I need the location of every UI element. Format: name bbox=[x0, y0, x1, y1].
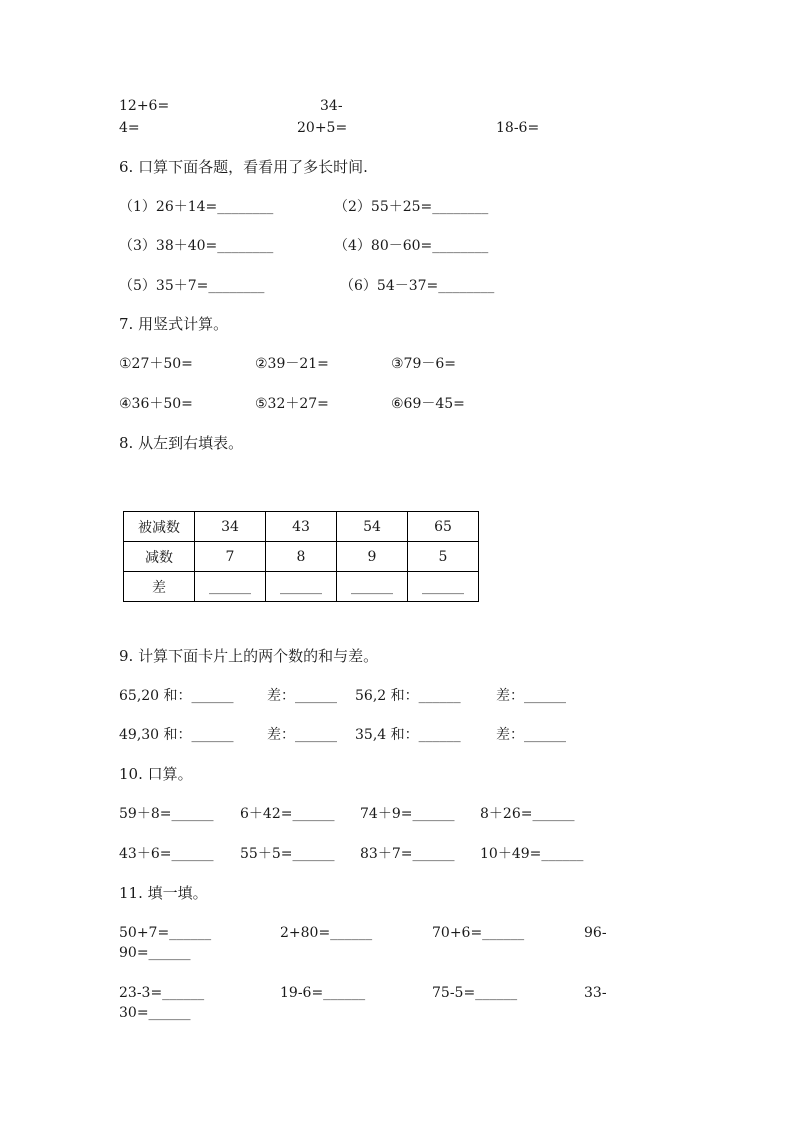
minuend-cell: 34 bbox=[195, 512, 266, 542]
subtrahend-cell: 9 bbox=[337, 542, 408, 572]
top-item-2: 34- bbox=[320, 98, 343, 114]
minuend-cell: 43 bbox=[266, 512, 337, 542]
top-item-4: 20+5= bbox=[297, 120, 348, 136]
difference-blank[interactable]: ______ bbox=[195, 572, 266, 602]
row-header-subtrahend: 减数 bbox=[124, 542, 195, 572]
q11-item-2: 2+80=______ bbox=[280, 925, 373, 941]
table-row bbox=[124, 572, 479, 602]
subtrahend-cell: 7 bbox=[195, 542, 266, 572]
q11-item-5: 23-3=______ bbox=[119, 985, 205, 1001]
q11-item-7: 75-5=______ bbox=[432, 985, 518, 1001]
q9-diff-3: 差：______ bbox=[267, 727, 337, 743]
q6-item-2: （2）55＋25=________ bbox=[334, 199, 489, 215]
difference-blank[interactable]: ______ bbox=[266, 572, 337, 602]
q6-item-4: （4）80－60=________ bbox=[334, 238, 489, 254]
q7-item-4: ④36＋50= bbox=[119, 396, 193, 412]
q10-item-3: 74＋9=______ bbox=[360, 806, 455, 822]
q11-item-8-wrap: 30=______ bbox=[119, 1005, 191, 1021]
q7-item-6: ⑥69－45= bbox=[391, 396, 465, 412]
q10-item-7: 83＋7=______ bbox=[360, 846, 455, 862]
q9-sum-4: 35,4 和：______ bbox=[355, 727, 461, 743]
q11-item-4: 96- bbox=[584, 925, 607, 941]
q7-item-2: ②39－21= bbox=[255, 356, 329, 372]
q10-item-8: 10＋49=______ bbox=[480, 846, 584, 862]
q11-item-1: 50+7=______ bbox=[119, 925, 212, 941]
subtraction-table bbox=[123, 511, 479, 602]
q6-item-1: （1）26＋14=________ bbox=[119, 199, 274, 215]
q11-item-8: 33- bbox=[584, 985, 607, 1001]
subtrahend-cell: 8 bbox=[266, 542, 337, 572]
q10-item-1: 59＋8=______ bbox=[119, 806, 214, 822]
q10-item-2: 6＋42=______ bbox=[240, 806, 335, 822]
q6-item-5: （5）35＋7=________ bbox=[119, 278, 265, 294]
q9-sum-1: 65,20 和：______ bbox=[119, 688, 234, 704]
top-item-1: 12+6= bbox=[119, 98, 170, 114]
subtrahend-cell: 5 bbox=[408, 542, 479, 572]
difference-blank[interactable]: ______ bbox=[408, 572, 479, 602]
q11-item-4-wrap: 90=______ bbox=[119, 945, 191, 961]
top-item-3: 4= bbox=[119, 120, 140, 136]
q9-diff-4: 差：______ bbox=[496, 727, 566, 743]
q10-item-5: 43＋6=______ bbox=[119, 846, 214, 862]
q10-item-6: 55＋5=______ bbox=[240, 846, 335, 862]
q9-sum-3: 49,30 和：______ bbox=[119, 727, 234, 743]
q6-title: 6. 口算下面各题，看看用了多长时间. bbox=[119, 158, 368, 176]
table-row bbox=[124, 512, 479, 542]
row-header-difference: 差 bbox=[124, 572, 195, 602]
q9-sum-2: 56,2 和：______ bbox=[355, 688, 461, 704]
q7-item-3: ③79－6= bbox=[391, 356, 457, 372]
q8-title: 8. 从左到右填表。 bbox=[119, 434, 244, 452]
top-item-5: 18-6= bbox=[496, 120, 540, 136]
q6-item-6: （6）54－37=________ bbox=[340, 278, 495, 294]
q7-item-1: ①27＋50= bbox=[119, 356, 193, 372]
q9-title: 9. 计算下面卡片上的两个数的和与差。 bbox=[119, 647, 379, 665]
q9-diff-2: 差：______ bbox=[496, 688, 566, 704]
table-row bbox=[124, 542, 479, 572]
q7-title: 7. 用竖式计算。 bbox=[119, 315, 229, 333]
row-header-minuend: 被减数 bbox=[124, 512, 195, 542]
q10-title: 10. 口算。 bbox=[119, 765, 193, 783]
q11-title: 11. 填一填。 bbox=[119, 884, 208, 902]
difference-blank[interactable]: ______ bbox=[337, 572, 408, 602]
q7-item-5: ⑤32＋27= bbox=[255, 396, 329, 412]
q9-diff-1: 差：______ bbox=[267, 688, 337, 704]
minuend-cell: 65 bbox=[408, 512, 479, 542]
minuend-cell: 54 bbox=[337, 512, 408, 542]
q6-item-3: （3）38＋40=________ bbox=[119, 238, 274, 254]
q11-item-3: 70+6=______ bbox=[432, 925, 525, 941]
q11-item-6: 19-6=______ bbox=[280, 985, 366, 1001]
q10-item-4: 8＋26=______ bbox=[480, 806, 575, 822]
